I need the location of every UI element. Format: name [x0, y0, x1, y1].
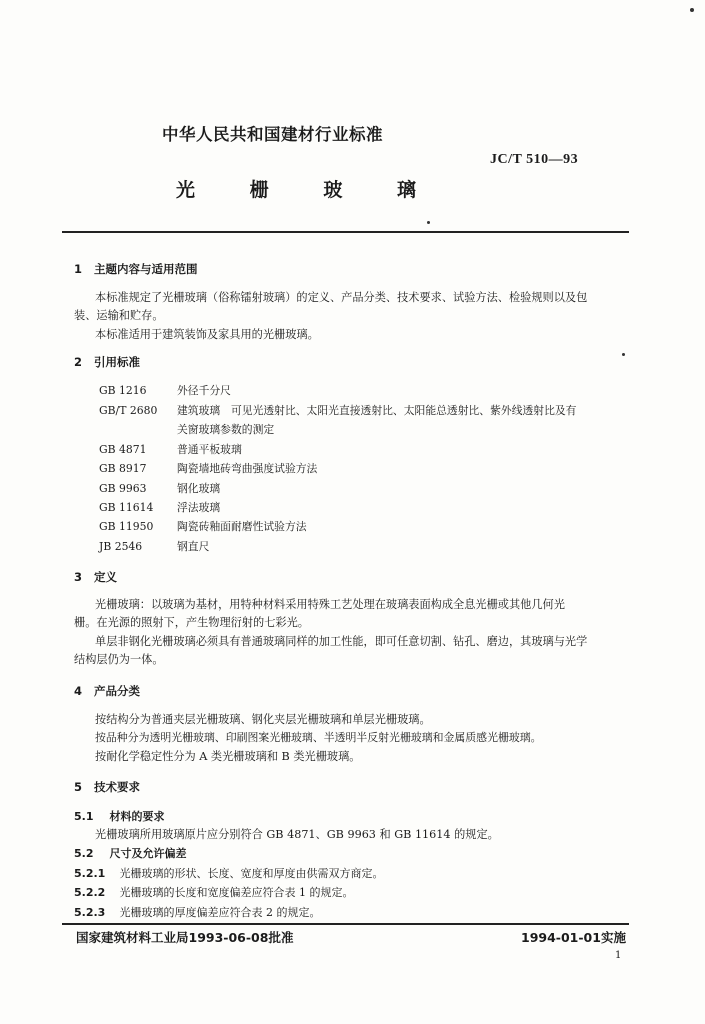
clause-text: 光栅玻璃的长度和宽度偏差应符合表 1 的规定。: [119, 886, 354, 899]
section-number: 1: [74, 262, 83, 276]
section-number: 3: [74, 570, 83, 584]
clause-5-2-1: [74, 865, 384, 881]
section-3-paragraph-1-line-1: 光栅玻璃：以玻璃为基材，用特种材料采用特殊工艺处理在玻璃表面构成全息光栅或其他几何光: [95, 598, 565, 611]
reference-name: 建筑玻璃 可见光透射比、太阳光直接透射比、太阳能总透射比、紫外线透射比及有: [177, 404, 577, 417]
reference-name: 关窗玻璃参数的测定: [177, 423, 275, 436]
document-title: [176, 175, 416, 202]
title-char: 璃: [396, 179, 416, 201]
header-rule: [62, 231, 629, 233]
title-char: 光: [176, 179, 196, 201]
section-4-paragraph-3: 按耐化学稳定性分为 A 类光栅玻璃和 B 类光栅玻璃。: [95, 750, 361, 763]
subsection-5-2-heading: [74, 845, 187, 861]
reference-item: [99, 500, 220, 515]
section-3-paragraph-2-line-1: 单层非钢化光栅玻璃必须具有普通玻璃同样的加工性能，即可任意切割、钻孔、磨边，其玻璃与光学: [95, 635, 588, 648]
reference-name: 普通平板玻璃: [177, 443, 242, 456]
section-number: 2: [74, 355, 83, 369]
reference-item: [99, 481, 220, 496]
section-5-heading: [74, 779, 140, 795]
reference-item: [99, 539, 209, 554]
title-char: 玻: [323, 179, 343, 201]
section-4-heading: [74, 683, 140, 699]
reference-code: GB 11614: [99, 501, 154, 514]
reference-code: GB 9963: [99, 482, 147, 495]
clause-number: 5.2.1: [74, 867, 106, 880]
reference-item: [99, 461, 317, 476]
section-title: 主题内容与适用范围: [94, 262, 198, 276]
section-title: 引用标准: [94, 355, 141, 369]
reference-name: 浮法玻璃: [177, 501, 221, 514]
section-title: 产品分类: [94, 684, 141, 698]
approval-line: 国家建筑材料工业局1993-06-08批准: [76, 930, 294, 945]
reference-code: JB 2546: [99, 540, 143, 553]
section-1-paragraph-2: 本标准适用于建筑装饰及家具用的光栅玻璃。: [95, 328, 319, 341]
section-3-heading: [74, 569, 117, 585]
section-4-paragraph-1: 按结构分为普通夹层光栅玻璃、钢化夹层光栅玻璃和单层光栅玻璃。: [95, 713, 431, 726]
subsection-number: 5.2: [74, 847, 94, 860]
reference-item: [99, 383, 231, 398]
reference-name: 钢化玻璃: [177, 482, 221, 495]
clause-5-2-2: [74, 884, 354, 900]
section-title: 技术要求: [94, 780, 141, 794]
subsection-number: 5.1: [74, 810, 94, 823]
reference-code: GB/T 2680: [99, 404, 158, 417]
reference-item: [99, 442, 242, 457]
section-3-paragraph-2-line-2: 结构层仍为一体。: [74, 653, 164, 666]
section-3-paragraph-1-line-2: 栅。在光源的照射下，产生物理衍射的七彩光。: [74, 616, 309, 629]
reference-code: GB 4871: [99, 443, 147, 456]
clause-number: 5.2.2: [74, 886, 106, 899]
footer-rule: [62, 923, 629, 925]
scan-speck: [427, 221, 430, 224]
clause-text: 光栅玻璃的厚度偏差应符合表 2 的规定。: [119, 906, 321, 919]
scan-speck: [690, 8, 694, 12]
subsection-title: 尺寸及允许偏差: [109, 847, 187, 860]
reference-code: GB 1216: [99, 384, 147, 397]
subsection-5-1-paragraph: 光栅玻璃所用玻璃原片应分别符合 GB 4871、GB 9963 和 GB 11614 的规定。: [95, 828, 499, 841]
subsection-5-1-heading: [74, 808, 165, 824]
clause-text: 光栅玻璃的形状、长度、宽度和厚度由供需双方商定。: [119, 867, 384, 880]
section-number: 5: [74, 780, 83, 794]
section-number: 4: [74, 684, 83, 698]
page-number: 1: [615, 950, 622, 961]
reference-name: 钢直尺: [177, 540, 210, 553]
reference-item: [99, 519, 307, 534]
reference-name: 外径千分尺: [177, 384, 231, 397]
reference-item: [99, 422, 274, 437]
reference-item: [99, 403, 576, 418]
reference-code: GB 11950: [99, 520, 154, 533]
effective-date-line: 1994-01-01实施: [521, 930, 626, 945]
section-2-heading: [74, 354, 140, 370]
clause-number: 5.2.3: [74, 906, 106, 919]
section-4-paragraph-2: 按品种分为透明光栅玻璃、印刷图案光栅玻璃、半透明半反射光栅玻璃和金属质感光栅玻璃。: [95, 731, 542, 744]
title-char: 栅: [249, 179, 269, 201]
section-title: 定义: [94, 570, 118, 584]
reference-name: 陶瓷砖釉面耐磨性试验方法: [177, 520, 307, 533]
reference-name: 陶瓷墙地砖弯曲强度试验方法: [177, 462, 318, 475]
reference-code: GB 8917: [99, 462, 147, 475]
clause-5-2-3: [74, 904, 321, 920]
section-1-heading: [74, 261, 198, 277]
standard-code: JC/T 510—93: [490, 152, 579, 167]
issuing-body-heading: 中华人民共和国建材行业标准: [162, 125, 383, 144]
section-1-paragraph-1-line-1: 本标准规定了光栅玻璃（俗称镭射玻璃）的定义、产品分类、技术要求、试验方法、检验规则以及包: [95, 291, 588, 304]
section-1-paragraph-1-line-2: 装、运输和贮存。: [74, 309, 164, 322]
scan-speck: [622, 353, 625, 356]
subsection-title: 材料的要求: [109, 810, 165, 823]
